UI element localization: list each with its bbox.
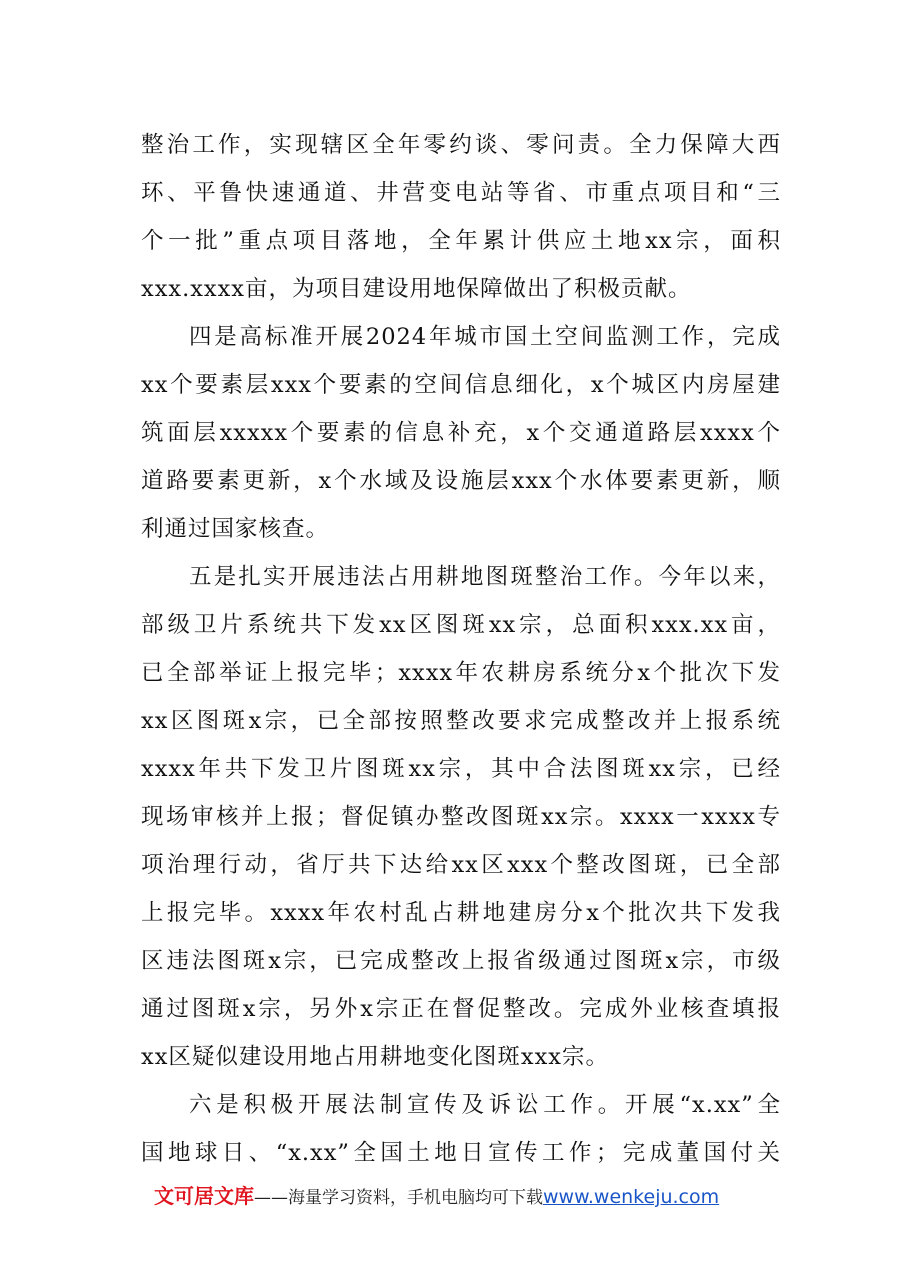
text-line: 利通过国家核查。 bbox=[141, 516, 330, 542]
text-line: 部级卫片系统共下发xx区图斑xx宗，总面积xxx.xx亩， bbox=[141, 612, 781, 638]
text-line: 通过图斑x宗，另外x宗正在督促整改。完成外业核查填报 bbox=[141, 996, 781, 1022]
text-line: xx个要素层xxx个要素的空间信息细化，x个城区内房屋建 bbox=[141, 372, 781, 398]
text-line: 已全部举证上报完毕；xxxx年农耕房系统分x个批次下发 bbox=[141, 660, 781, 686]
text-line: 项治理行动，省厅共下达给xx区xxx个整改图斑，已全部 bbox=[141, 852, 781, 878]
text-line: 上报完毕。xxxx年农村乱占耕地建房分x个批次共下发我 bbox=[141, 900, 781, 926]
footer-banner bbox=[154, 1180, 794, 1212]
text-line: 四是高标准开展2024年城市国土空间监测工作，完成 bbox=[189, 324, 781, 350]
footer-website-link[interactable]: www.wenkeju.com bbox=[543, 1186, 720, 1208]
text-line: xxxx年共下发卫片图斑xx宗，其中合法图斑xx宗，已经 bbox=[141, 756, 781, 782]
text-line: 整治工作，实现辖区全年零约谈、零问责。全力保障大西 bbox=[141, 132, 781, 158]
text-line: xx区图斑x宗，已全部按照整改要求完成整改并上报系统 bbox=[141, 708, 781, 734]
text-line: 六是积极开展法制宣传及诉讼工作。开展“x.xx”全 bbox=[189, 1092, 781, 1118]
text-line: xx区疑似建设用地占用耕地变化图斑xxx宗。 bbox=[141, 1044, 609, 1070]
text-line: 区违法图斑x宗，已完成整改上报省级通过图斑x宗，市级 bbox=[141, 948, 781, 974]
text-line: 国地球日、“x.xx”全国土地日宣传工作；完成董国付关 bbox=[141, 1140, 781, 1166]
footer-brand: 文可居文库 bbox=[154, 1184, 254, 1208]
footer-slogan: ——海量学习资料，手机电脑均可下载 bbox=[254, 1188, 543, 1208]
text-line: 五是扎实开展违法占用耕地图斑整治工作。今年以来， bbox=[189, 564, 781, 590]
text-line: 环、平鲁快速通道、井营变电站等省、市重点项目和“三 bbox=[141, 180, 781, 206]
text-line: xxx.xxxx亩，为项目建设用地保障做出了积极贡献。 bbox=[141, 276, 692, 302]
text-line: 筑面层xxxxx个要素的信息补充，x个交通道路层xxxx个 bbox=[141, 420, 781, 446]
text-line: 个一批”重点项目落地，全年累计供应土地xx宗，面积 bbox=[141, 228, 781, 254]
document-body bbox=[141, 126, 781, 1182]
text-line: 现场审核并上报；督促镇办整改图斑xx宗。xxxx一xxxx专 bbox=[141, 804, 781, 830]
text-line: 道路要素更新，x个水域及设施层xxx个水体要素更新，顺 bbox=[141, 468, 781, 494]
